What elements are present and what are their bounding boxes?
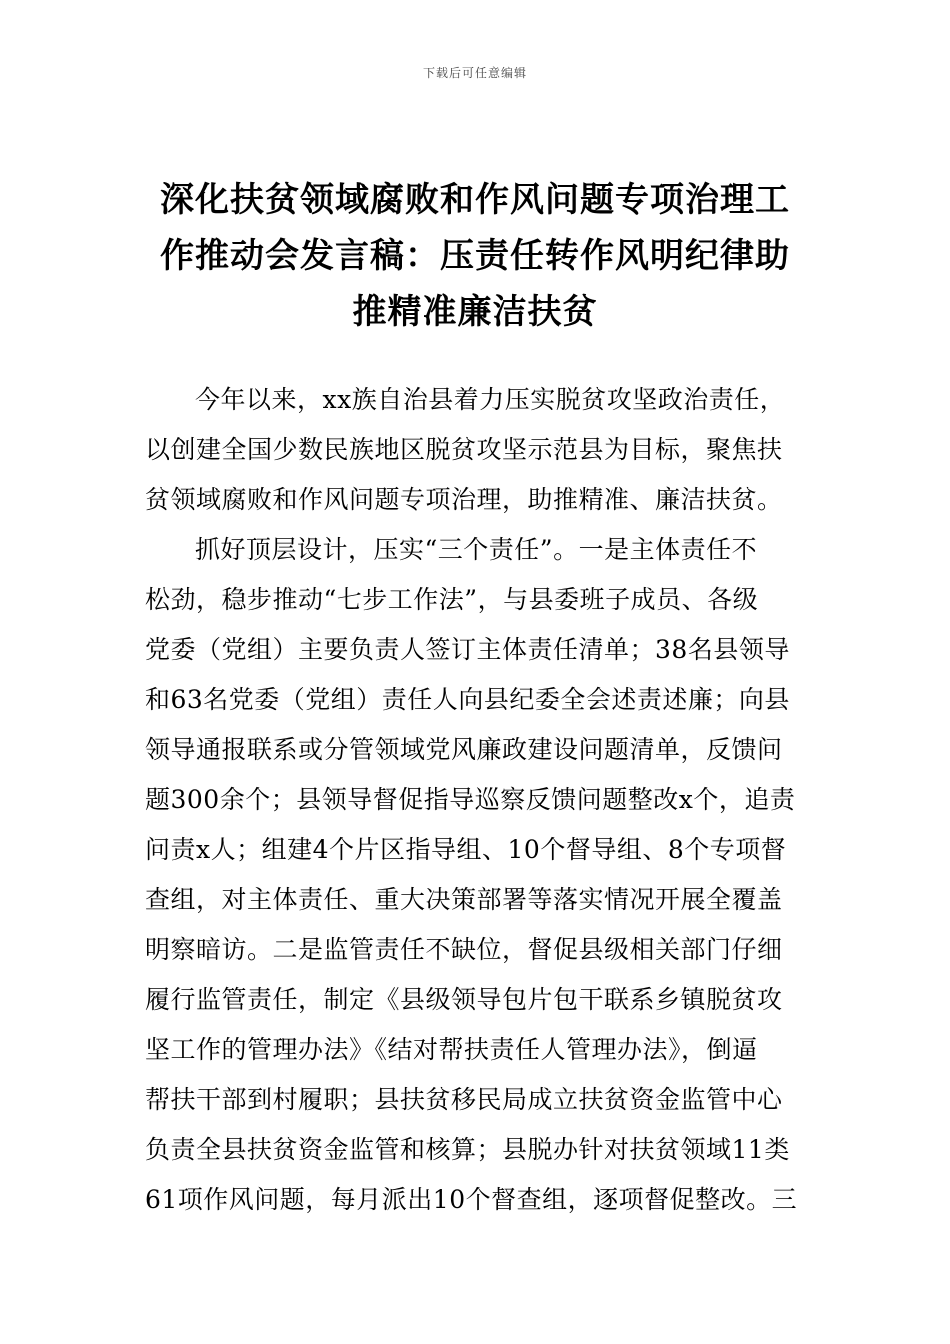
text-line: 61项作风问题，每月派出10个督查组，逐项督促整改。三 <box>145 1185 798 1214</box>
text-line: 题300余个；县领导督促指导巡察反馈问题整改x个，追责 <box>145 785 796 814</box>
paragraph-intro <box>145 375 807 525</box>
text-line: 贫领域腐败和作风问题专项治理，助推精准、廉洁扶贫。 <box>145 485 783 514</box>
text-line: 帮扶干部到村履职；县扶贫移民局成立扶贫资金监管中心 <box>145 1085 783 1114</box>
paragraph-responsibility <box>145 525 807 1225</box>
text-line: 领导通报联系或分管领域党风廉政建设问题清单，反馈问 <box>145 735 783 764</box>
title-line: 深化扶贫领域腐败和作风问题专项治理工 <box>160 180 790 220</box>
title-line: 作推动会发言稿：压责任转作风明纪律助 <box>160 236 790 276</box>
text-line: 以创建全国少数民族地区脱贫攻坚示范县为目标，聚焦扶 <box>145 435 783 464</box>
text-line: 履行监管责任，制定《县级领导包片包干联系乡镇脱贫攻 <box>145 985 783 1014</box>
text-line: 松劲，稳步推动“七步工作法”，与县委班子成员、各级 <box>145 585 759 614</box>
document-title <box>145 172 805 340</box>
text-line: 查组，对主体责任、重大决策部署等落实情况开展全覆盖 <box>145 885 783 914</box>
text-line: 问责x人；组建4个片区指导组、10个督导组、8个专项督 <box>145 835 787 864</box>
text-line: 党委（党组）主要负责人签订主体责任清单；38名县领导 <box>145 635 790 664</box>
text-line: 和63名党委（党组）责任人向县纪委全会述责述廉；向县 <box>145 685 790 714</box>
text-line: 抓好顶层设计，压实“三个责任”。一是主体责任不 <box>195 535 758 564</box>
document-body <box>145 375 807 1225</box>
text-line: 明察暗访。二是监管责任不缺位，督促县级相关部门仔细 <box>145 935 783 964</box>
text-line: 负责全县扶贫资金监管和核算；县脱办针对扶贫领域11类 <box>145 1135 790 1164</box>
text-line: 坚工作的管理办法》《结对帮扶责任人管理办法》，倒逼 <box>145 1035 758 1064</box>
title-line: 推精准廉洁扶贫 <box>352 292 598 332</box>
text-line: 今年以来，xx族自治县着力压实脱贫攻坚政治责任， <box>195 385 786 414</box>
header-note: 下载后可任意编辑 <box>422 66 527 80</box>
